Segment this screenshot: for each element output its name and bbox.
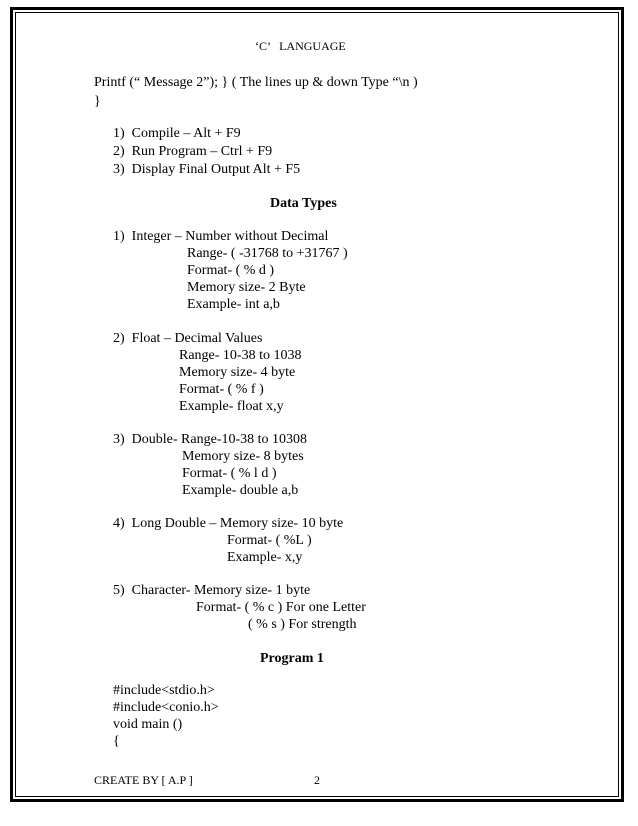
float-example: Example- float x,y	[179, 399, 284, 414]
long-double-format: Format- ( %L )	[227, 533, 312, 548]
double-format: Format- ( % l d )	[182, 466, 277, 481]
double-title: 3) Double- Range-10-38 to 10308	[113, 432, 308, 447]
code-line-include-stdio: #include<stdio.h>	[113, 683, 215, 698]
long-double-title: 4) Long Double – Memory size- 10 byte	[113, 516, 344, 531]
character-format: Format- ( % c ) For one Letter	[196, 600, 366, 615]
integer-example: Example- int a,b	[187, 297, 280, 312]
float-format: Format- ( % f )	[179, 382, 264, 397]
long-double-example: Example- x,y	[227, 550, 303, 565]
integer-memory: Memory size- 2 Byte	[187, 280, 306, 295]
float-memory: Memory size- 4 byte	[179, 365, 296, 380]
shortcut-display: 3) Display Final Output Alt + F5	[113, 162, 301, 177]
double-memory: Memory size- 8 bytes	[182, 449, 304, 464]
shortcut-compile: 1) Compile – Alt + F9	[113, 126, 241, 141]
integer-format: Format- ( % d )	[187, 263, 275, 278]
intro-line-1: Printf (“ Message 2”); } ( The lines up & down Type “\n )	[94, 75, 418, 90]
integer-range: Range- ( -31768 to +31767 )	[187, 246, 348, 261]
page-border-inner	[15, 12, 619, 797]
code-line-include-conio: #include<conio.h>	[113, 700, 219, 715]
float-range: Range- 10-38 to 1038	[179, 348, 302, 363]
page-header: ‘C’ LANGUAGE	[255, 39, 346, 53]
code-line-open-brace: {	[113, 734, 120, 749]
data-types-heading: Data Types	[270, 196, 337, 211]
character-title: 5) Character- Memory size- 1 byte	[113, 583, 311, 598]
float-title: 2) Float – Decimal Values	[113, 331, 263, 346]
footer-credit: CREATE BY [ A.P ]	[94, 773, 193, 787]
integer-title: 1) Integer – Number without Decimal	[113, 229, 329, 244]
footer-page-number: 2	[314, 773, 320, 787]
double-example: Example- double a,b	[182, 483, 299, 498]
code-line-void-main: void main ()	[113, 717, 183, 732]
shortcut-run: 2) Run Program – Ctrl + F9	[113, 144, 273, 159]
intro-line-2: }	[94, 94, 101, 109]
program-heading: Program 1	[260, 651, 324, 666]
character-format-string: ( % s ) For strength	[248, 617, 357, 632]
